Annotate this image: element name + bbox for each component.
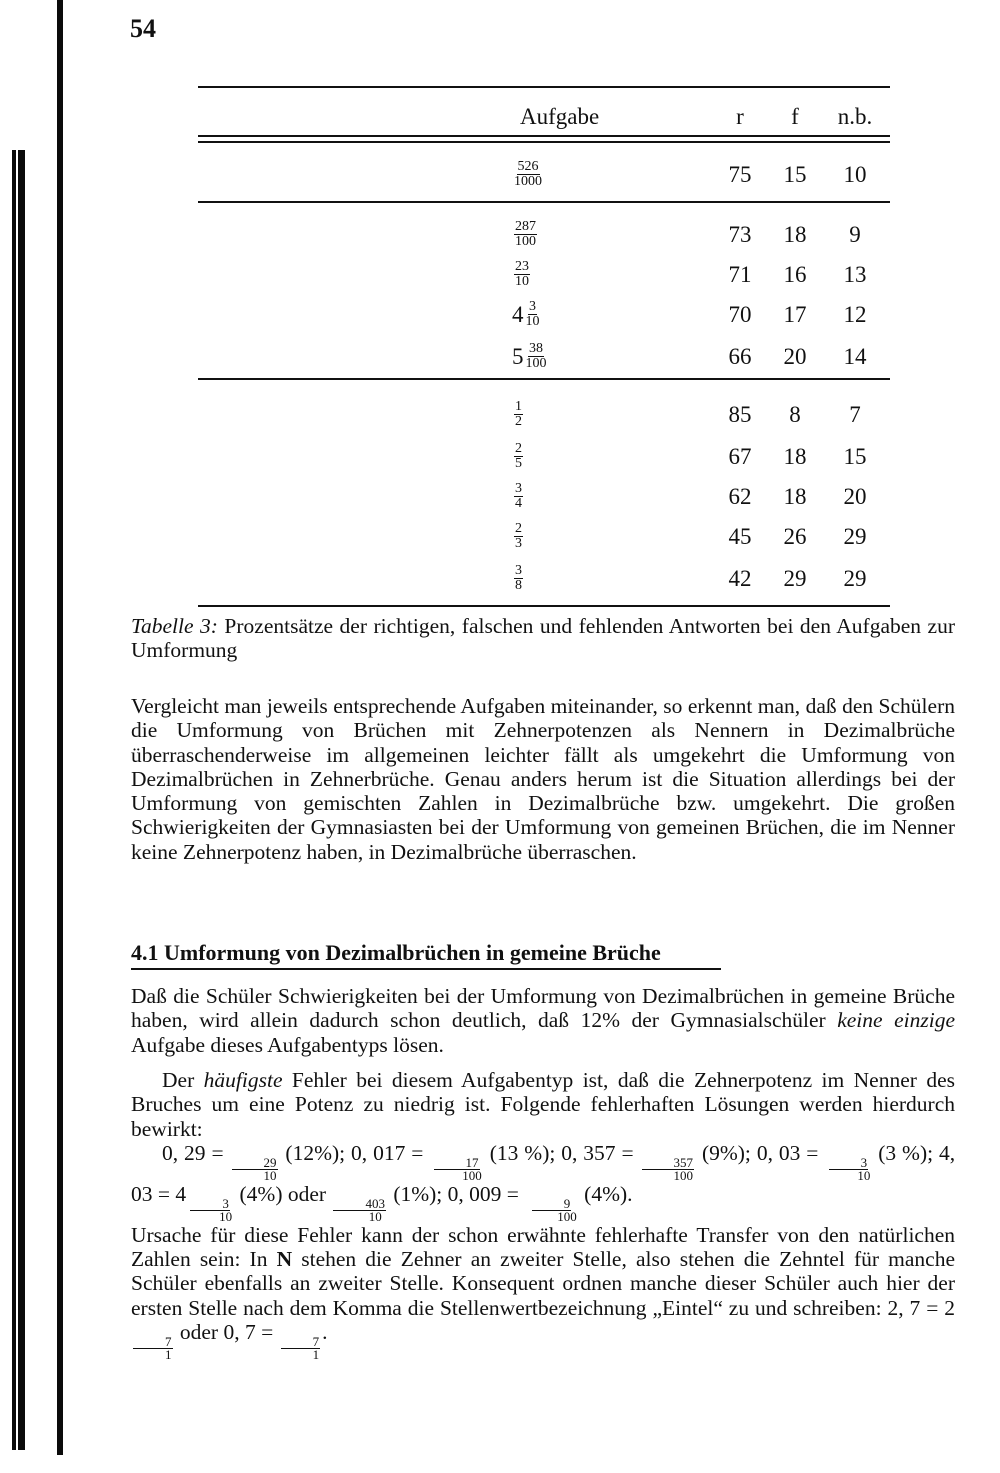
fraction	[514, 564, 523, 593]
fraction-denominator: 1000	[514, 174, 542, 189]
error-example	[561, 1140, 757, 1183]
error-fraction	[188, 1195, 233, 1224]
fraction-denominator: 1	[312, 1347, 320, 1363]
header-f: f	[791, 104, 799, 129]
cell-f: 16	[783, 262, 807, 287]
p4-text2: stehen die Zehner an zweiter Stelle, also stehen die Zehntel für manche Schüler ebenfalls an zweiter Stelle. Konsequent ordnen manche dieser Schüler auch hier der ersten Stelle nach dem Komma die Stellenwertbezeichnung „Eintel“ zu und schreiben:	[131, 1247, 955, 1320]
fraction-denominator: 100	[557, 1208, 577, 1224]
scan-edge-bar-2	[18, 150, 25, 1450]
fraction-numerator: 357	[642, 1157, 695, 1170]
example-1-fraction	[133, 1336, 173, 1361]
cell-nb: 15	[843, 444, 867, 469]
error-lhs: 0, 03 =	[756, 1140, 819, 1165]
header-rule-2	[198, 141, 890, 143]
fraction-numerator: 3	[515, 481, 522, 496]
cell-r: 67	[728, 444, 752, 469]
cell-r: 42	[728, 566, 752, 591]
fraction-numerator: 23	[515, 259, 529, 274]
task-fraction	[512, 300, 540, 329]
error-fraction	[232, 1154, 278, 1183]
fraction-denominator: 100	[673, 1167, 694, 1183]
group-rule-2	[198, 378, 890, 380]
fraction	[514, 160, 542, 189]
fraction	[526, 300, 540, 329]
cell-r: 85	[728, 402, 752, 427]
table-caption	[131, 614, 955, 663]
page-number: 54	[130, 14, 156, 43]
error-lhs: 4, 03 =	[131, 1140, 956, 1206]
task-fraction	[512, 342, 547, 371]
fraction-denominator: 100	[525, 356, 547, 371]
task-fraction	[512, 482, 523, 511]
fraction-denominator: 10	[219, 1208, 233, 1224]
cell-nb: 13	[843, 262, 867, 287]
fraction-denominator: 10	[515, 274, 529, 289]
cell-nb: 12	[843, 302, 867, 327]
p2-before: Daß die Schüler Schwierigkeiten bei der Umformung von Dezimalbrüchen in gemeine Brüche haben, wird allein dadurch schon deutlich, daß 12% der Gymnasialschüler	[131, 984, 955, 1033]
error-percent: (4%).	[584, 1181, 633, 1206]
fraction-denominator: 100	[462, 1167, 482, 1183]
fraction-numerator: 1	[515, 399, 522, 414]
table-top-rule	[198, 86, 890, 88]
fraction-denominator: 3	[515, 536, 522, 551]
fraction-numerator: 2	[515, 441, 522, 456]
cell-nb: 9	[849, 222, 861, 247]
fraction-denominator: 5	[515, 456, 522, 471]
header-nb: n.b.	[837, 104, 873, 129]
table-bottom-rule	[198, 605, 890, 607]
cell-f: 18	[783, 484, 807, 509]
paragraph-2	[131, 984, 955, 1057]
task-fraction	[512, 564, 523, 593]
example-2-fraction	[281, 1336, 321, 1361]
fraction-denominator: 8	[515, 578, 522, 593]
error-example	[351, 1140, 561, 1183]
p3-after: Fehler bei diesem Aufgabentyp ist, daß die Zehnerpotenz im Nenner des Bruches um eine Potenz zu niedrig ist. Folgende fehlerhaften Lösungen werden hierdurch bewirkt:	[131, 1068, 956, 1141]
error-fraction	[333, 1195, 386, 1224]
cell-r: 70	[728, 302, 752, 327]
fraction-numerator: 3	[529, 299, 536, 314]
paragraph-3	[131, 1068, 955, 1361]
fraction	[514, 482, 523, 511]
fraction-denominator: 10	[857, 1167, 871, 1183]
header-rule-1	[198, 135, 890, 137]
task-fraction	[512, 442, 523, 471]
cell-f: 26	[783, 524, 807, 549]
cell-f: 15	[783, 162, 807, 187]
cell-f: 18	[783, 222, 807, 247]
fraction-numerator: 7	[133, 1336, 173, 1349]
task-fraction	[512, 160, 542, 189]
cell-f: 8	[789, 402, 801, 427]
error-example	[162, 1140, 351, 1183]
caption-text: Prozentsätze der richtigen, falschen und fehlenden Antworten bei den Aufgaben zur Umformung	[131, 614, 955, 663]
error-example	[331, 1181, 447, 1224]
cell-r: 75	[728, 162, 752, 187]
example-1-whole: 2	[944, 1295, 955, 1320]
task-fraction	[512, 522, 523, 551]
fraction-numerator: 287	[515, 219, 536, 234]
cell-r: 45	[728, 524, 752, 549]
task-fraction	[512, 260, 530, 289]
cell-r: 71	[728, 262, 752, 287]
fraction-numerator: 29	[232, 1157, 278, 1170]
example-1-lhs: 2, 7 =	[887, 1295, 939, 1320]
caption-label: Tabelle 3:	[131, 614, 218, 638]
fraction-denominator: 4	[515, 496, 522, 511]
error-percent: (1%);	[393, 1181, 443, 1206]
error-whole: 4	[175, 1181, 187, 1206]
scan-edge-thin	[57, 0, 63, 1455]
cell-r: 73	[728, 222, 752, 247]
fraction-numerator: 3	[515, 563, 522, 578]
fraction-numerator: 2	[515, 521, 522, 536]
error-examples	[131, 1141, 955, 1223]
fraction-numerator: 526	[517, 159, 539, 174]
error-lhs: 0, 357 =	[561, 1140, 634, 1165]
group-rule-1	[198, 201, 890, 203]
scan-edge-bar-1	[12, 150, 16, 1450]
cell-f: 29	[783, 566, 807, 591]
error-fraction	[431, 1154, 482, 1183]
example-2-lhs: 0, 7 =	[223, 1320, 274, 1345]
task-fraction	[512, 400, 523, 429]
fraction-numerator: 7	[281, 1336, 321, 1349]
p3-before: Der	[162, 1068, 204, 1092]
error-example	[447, 1181, 633, 1224]
fraction	[514, 442, 523, 471]
p4-between: oder	[174, 1320, 224, 1345]
whole-part: 4	[512, 301, 524, 327]
cell-f: 20	[783, 344, 807, 369]
error-percent: (9%);	[701, 1140, 751, 1165]
cell-nb: 20	[843, 484, 867, 509]
error-fraction	[526, 1195, 577, 1224]
cell-nb: 29	[843, 566, 867, 591]
error-fraction	[826, 1154, 871, 1183]
cell-nb: 29	[843, 524, 867, 549]
p2-emphasis: keine einzige	[837, 1008, 955, 1033]
paragraph-1: Vergleicht man jeweils entsprechende Aufgaben miteinander, so erkennt man, daß den Schülern die Umformung von Brüchen mit Zehnerpotenzen als Nennern in Dezimalbrüche überraschenderweise im allgemeinen leichter fällt als umgekehrt die Umformung von Dezimalbrüchen in Zehnerbrüche. Genau anders herum ist die Situation allerdings bei der Umformung von gemischten Zahlen in Dezimalbrüche bzw. umgekehrt. Die großen Schwierigkeiten der Gymnasiasten bei der Umformung von gemeinen Brüchen, die im Nenner keine Zehnerpotenz haben, in Dezimalbrüche überraschen.	[131, 694, 955, 864]
fraction-denominator: 1	[165, 1347, 172, 1363]
header-r: r	[736, 104, 744, 129]
fraction-numerator: 3	[190, 1198, 230, 1211]
fraction-numerator: 38	[529, 341, 543, 356]
task-fraction	[512, 220, 537, 249]
fraction	[526, 342, 547, 371]
error-example	[756, 1140, 939, 1183]
cell-r: 62	[728, 484, 752, 509]
p3-emphasis: häufigste	[203, 1068, 283, 1092]
fraction-numerator: 9	[532, 1198, 572, 1211]
p2-after: Aufgabe dieses Aufgabentyps lösen.	[131, 1032, 444, 1057]
fraction	[514, 400, 523, 429]
fraction	[514, 220, 537, 249]
cell-nb: 14	[843, 344, 867, 369]
error-lhs: 0, 009 =	[447, 1181, 519, 1206]
fraction-numerator: 17	[434, 1157, 480, 1170]
cell-f: 17	[783, 302, 807, 327]
p4-text1: Ursache für diese Fehler kann der schon erwähnte fehlerhafte Transfer von den natürlichen Zahlen sein: In	[131, 1222, 955, 1272]
error-percent: (4%) oder	[239, 1181, 327, 1206]
cell-nb: 7	[849, 402, 861, 427]
fraction-denominator: 10	[368, 1208, 382, 1224]
error-lhs: 0, 29 =	[162, 1140, 224, 1165]
error-percent: (12%);	[285, 1140, 346, 1165]
fraction-numerator: 403	[333, 1198, 386, 1211]
error-fraction	[642, 1154, 695, 1183]
fraction-denominator: 10	[525, 314, 540, 329]
error-percent: (13 %);	[489, 1140, 556, 1165]
error-lhs: 0, 017 =	[351, 1140, 424, 1165]
cell-f: 18	[783, 444, 807, 469]
fraction-denominator: 2	[515, 414, 522, 429]
naturals-symbol: N	[276, 1247, 293, 1272]
fraction	[514, 260, 530, 289]
fraction-denominator: 10	[263, 1167, 277, 1183]
whole-part: 5	[512, 343, 524, 369]
fraction-numerator: 3	[829, 1157, 869, 1170]
p4-end: .	[322, 1320, 328, 1345]
header-task: Aufgabe	[520, 104, 600, 129]
fraction	[514, 522, 523, 551]
cell-r: 66	[728, 344, 752, 369]
fraction-denominator: 100	[515, 234, 536, 249]
error-percent: (3 %);	[878, 1140, 934, 1165]
cell-nb: 10	[843, 162, 867, 187]
section-heading: 4.1 Umformung von Dezimalbrüchen in gemeine Brüche	[131, 940, 721, 970]
